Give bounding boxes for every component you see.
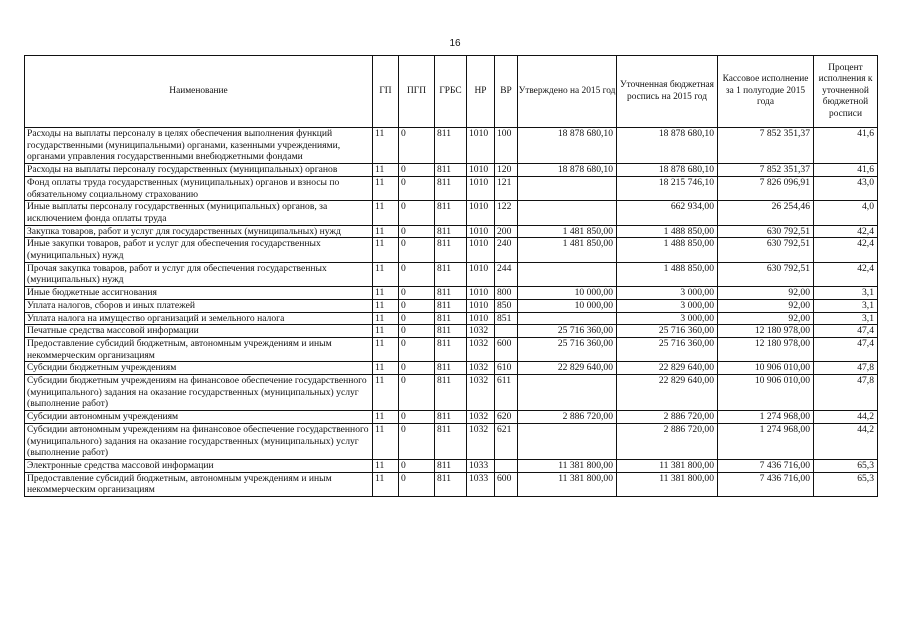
cell-grbs: 811: [435, 262, 467, 286]
header-refined: Уточненная бюджетная роспись на 2015 год: [617, 56, 718, 128]
cell-name: Расходы на выплаты персоналу государственных (муниципальных) органов: [25, 164, 373, 177]
cell-grbs: 811: [435, 423, 467, 459]
table-row: [25, 362, 878, 375]
cell-np: 1010: [467, 238, 495, 262]
table-row: [25, 312, 878, 325]
cell-cash: 92,00: [718, 312, 814, 325]
table-row: [25, 225, 878, 238]
cell-np: 1010: [467, 176, 495, 200]
table-row: [25, 423, 878, 459]
header-gp: ГП: [373, 56, 399, 128]
cell-ppgp: 0: [399, 337, 435, 361]
cell-gp: 11: [373, 362, 399, 375]
cell-cash: 92,00: [718, 287, 814, 300]
cell-ppgp: 0: [399, 176, 435, 200]
cell-approved: 25 716 360,00: [518, 337, 617, 361]
cell-percent: 65,3: [814, 459, 878, 472]
cell-approved: 22 829 640,00: [518, 362, 617, 375]
cell-name: Иные бюджетные ассигнования: [25, 287, 373, 300]
cell-percent: 42,4: [814, 238, 878, 262]
table-row: [25, 176, 878, 200]
cell-vr: 850: [495, 299, 518, 312]
cell-gp: 11: [373, 164, 399, 177]
cell-cash: 1 274 968,00: [718, 423, 814, 459]
cell-ppgp: 0: [399, 325, 435, 338]
table-row: [25, 325, 878, 338]
cell-approved: 1 481 850,00: [518, 238, 617, 262]
cell-approved: [518, 375, 617, 411]
header-percent: Процент исполнения к уточненной бюджетной росписи: [814, 56, 878, 128]
cell-refined: 22 829 640,00: [617, 362, 718, 375]
cell-vr: 244: [495, 262, 518, 286]
page-number: 16: [449, 38, 461, 49]
cell-percent: 47,4: [814, 325, 878, 338]
cell-grbs: 811: [435, 164, 467, 177]
cell-gp: 11: [373, 201, 399, 225]
cell-cash: 26 254,46: [718, 201, 814, 225]
table-row: [25, 337, 878, 361]
cell-approved: 11 381 800,00: [518, 472, 617, 496]
cell-approved: 2 886 720,00: [518, 411, 617, 424]
cell-approved: [518, 201, 617, 225]
cell-percent: 42,4: [814, 262, 878, 286]
cell-percent: 3,1: [814, 287, 878, 300]
cell-ppgp: 0: [399, 128, 435, 164]
cell-ppgp: 0: [399, 238, 435, 262]
cell-name: Субсидии автономным учреждениям: [25, 411, 373, 424]
cell-vr: 122: [495, 201, 518, 225]
table-row: [25, 128, 878, 164]
header-ppgp: ПГП: [399, 56, 435, 128]
header-grbs: ГРБС: [435, 56, 467, 128]
cell-approved: 25 716 360,00: [518, 325, 617, 338]
cell-refined: 1 488 850,00: [617, 262, 718, 286]
cell-ppgp: 0: [399, 459, 435, 472]
cell-cash: 630 792,51: [718, 225, 814, 238]
cell-grbs: 811: [435, 375, 467, 411]
cell-refined: 3 000,00: [617, 312, 718, 325]
header-cash: Кассовое исполнение за 1 полугодие 2015 года: [718, 56, 814, 128]
cell-refined: 22 829 640,00: [617, 375, 718, 411]
cell-percent: 43,0: [814, 176, 878, 200]
cell-np: 1032: [467, 423, 495, 459]
cell-name: Расходы на выплаты персоналу в целях обеспечения выполнения функций государственными (муниципальными) органами, казенными учреждениями, органами управления государственными внебюджетными фондами: [25, 128, 373, 164]
table-row: [25, 472, 878, 496]
cell-ppgp: 0: [399, 164, 435, 177]
cell-grbs: 811: [435, 128, 467, 164]
cell-name: Прочая закупка товаров, работ и услуг для обеспечения государственных (муниципальных) нужд: [25, 262, 373, 286]
cell-cash: 1 274 968,00: [718, 411, 814, 424]
cell-np: 1032: [467, 325, 495, 338]
cell-approved: 18 878 680,10: [518, 128, 617, 164]
cell-cash: 10 906 010,00: [718, 362, 814, 375]
cell-vr: [495, 459, 518, 472]
cell-grbs: 811: [435, 176, 467, 200]
cell-approved: 1 481 850,00: [518, 225, 617, 238]
cell-vr: 121: [495, 176, 518, 200]
table-row: [25, 459, 878, 472]
cell-approved: 11 381 800,00: [518, 459, 617, 472]
cell-approved: [518, 423, 617, 459]
cell-vr: 600: [495, 337, 518, 361]
cell-vr: 621: [495, 423, 518, 459]
cell-ppgp: 0: [399, 287, 435, 300]
cell-refined: 25 716 360,00: [617, 337, 718, 361]
cell-grbs: 811: [435, 411, 467, 424]
cell-vr: 100: [495, 128, 518, 164]
cell-grbs: 811: [435, 312, 467, 325]
cell-ppgp: 0: [399, 423, 435, 459]
cell-grbs: 811: [435, 362, 467, 375]
cell-gp: 11: [373, 459, 399, 472]
cell-gp: 11: [373, 176, 399, 200]
cell-np: 1010: [467, 128, 495, 164]
header-approved: Утверждено на 2015 год: [518, 56, 617, 128]
cell-gp: 11: [373, 238, 399, 262]
cell-ppgp: 0: [399, 472, 435, 496]
cell-cash: 7 852 351,37: [718, 164, 814, 177]
cell-name: Иные закупки товаров, работ и услуг для обеспечения государственных (муниципальных) нужд: [25, 238, 373, 262]
cell-vr: 600: [495, 472, 518, 496]
cell-percent: 44,2: [814, 411, 878, 424]
cell-percent: 65,3: [814, 472, 878, 496]
cell-refined: 1 488 850,00: [617, 225, 718, 238]
cell-gp: 11: [373, 225, 399, 238]
cell-vr: 800: [495, 287, 518, 300]
cell-np: 1010: [467, 312, 495, 325]
cell-percent: 42,4: [814, 225, 878, 238]
cell-np: 1010: [467, 164, 495, 177]
cell-refined: 18 878 680,10: [617, 164, 718, 177]
cell-percent: 47,8: [814, 362, 878, 375]
cell-refined: 3 000,00: [617, 299, 718, 312]
cell-name: Уплата налога на имущество организаций и земельного налога: [25, 312, 373, 325]
cell-percent: 4,0: [814, 201, 878, 225]
header-name: Наименование: [25, 56, 373, 128]
cell-ppgp: 0: [399, 362, 435, 375]
cell-ppgp: 0: [399, 299, 435, 312]
cell-percent: 47,4: [814, 337, 878, 361]
cell-percent: 3,1: [814, 312, 878, 325]
cell-gp: 11: [373, 128, 399, 164]
cell-np: 1010: [467, 201, 495, 225]
cell-gp: 11: [373, 375, 399, 411]
cell-name: Субсидии бюджетным учреждениям: [25, 362, 373, 375]
cell-gp: 11: [373, 411, 399, 424]
cell-grbs: 811: [435, 472, 467, 496]
cell-ppgp: 0: [399, 411, 435, 424]
cell-name: Предоставление субсидий бюджетным, автономным учреждениям и иным некоммерческим организациям: [25, 337, 373, 361]
cell-vr: 240: [495, 238, 518, 262]
header-np: НР: [467, 56, 495, 128]
cell-name: Закупка товаров, работ и услуг для государственных (муниципальных) нужд: [25, 225, 373, 238]
cell-np: 1032: [467, 337, 495, 361]
cell-percent: 41,6: [814, 128, 878, 164]
table-row: [25, 375, 878, 411]
cell-refined: 1 488 850,00: [617, 238, 718, 262]
cell-percent: 44,2: [814, 423, 878, 459]
cell-cash: 7 436 716,00: [718, 472, 814, 496]
cell-name: Предоставление субсидий бюджетным, автономным учреждениям и иным некоммерческим организациям: [25, 472, 373, 496]
cell-grbs: 811: [435, 459, 467, 472]
cell-cash: 630 792,51: [718, 262, 814, 286]
table-row: [25, 262, 878, 286]
cell-vr: 610: [495, 362, 518, 375]
cell-gp: 11: [373, 262, 399, 286]
cell-gp: 11: [373, 287, 399, 300]
cell-gp: 11: [373, 472, 399, 496]
cell-name: Субсидии бюджетным учреждениям на финансовое обеспечение государственного (муниципального) задания на оказание государственных (муниципальных) услуг (выполнение работ): [25, 375, 373, 411]
cell-approved: 10 000,00: [518, 287, 617, 300]
cell-refined: 2 886 720,00: [617, 411, 718, 424]
cell-cash: 630 792,51: [718, 238, 814, 262]
cell-grbs: 811: [435, 225, 467, 238]
table-row: [25, 287, 878, 300]
cell-refined: 11 381 800,00: [617, 472, 718, 496]
cell-cash: 12 180 978,00: [718, 325, 814, 338]
table-row: [25, 164, 878, 177]
table-header-row: [25, 56, 878, 128]
cell-gp: 11: [373, 337, 399, 361]
table-row: [25, 411, 878, 424]
cell-np: 1032: [467, 362, 495, 375]
cell-percent: 47,8: [814, 375, 878, 411]
cell-cash: 7 852 351,37: [718, 128, 814, 164]
cell-ppgp: 0: [399, 262, 435, 286]
table-row: [25, 299, 878, 312]
cell-approved: [518, 262, 617, 286]
cell-grbs: 811: [435, 325, 467, 338]
cell-ppgp: 0: [399, 375, 435, 411]
cell-grbs: 811: [435, 201, 467, 225]
cell-cash: 92,00: [718, 299, 814, 312]
cell-cash: 7 436 716,00: [718, 459, 814, 472]
cell-np: 1010: [467, 287, 495, 300]
cell-np: 1032: [467, 411, 495, 424]
cell-name: Иные выплаты персоналу государственных (муниципальных) органов, за исключением фонда оплаты труда: [25, 201, 373, 225]
cell-cash: 10 906 010,00: [718, 375, 814, 411]
cell-np: 1033: [467, 472, 495, 496]
cell-ppgp: 0: [399, 312, 435, 325]
cell-np: 1033: [467, 459, 495, 472]
cell-gp: 11: [373, 312, 399, 325]
cell-gp: 11: [373, 325, 399, 338]
header-vr: ВР: [495, 56, 518, 128]
cell-np: 1010: [467, 225, 495, 238]
cell-refined: 3 000,00: [617, 287, 718, 300]
cell-ppgp: 0: [399, 201, 435, 225]
cell-grbs: 811: [435, 337, 467, 361]
cell-gp: 11: [373, 299, 399, 312]
cell-refined: 18 878 680,10: [617, 128, 718, 164]
cell-vr: 851: [495, 312, 518, 325]
cell-ppgp: 0: [399, 225, 435, 238]
cell-vr: 120: [495, 164, 518, 177]
budget-table: [24, 55, 878, 497]
cell-refined: 662 934,00: [617, 201, 718, 225]
cell-percent: 41,6: [814, 164, 878, 177]
cell-approved: [518, 312, 617, 325]
cell-name: Уплата налогов, сборов и иных платежей: [25, 299, 373, 312]
cell-approved: 10 000,00: [518, 299, 617, 312]
cell-vr: 611: [495, 375, 518, 411]
cell-refined: 18 215 746,10: [617, 176, 718, 200]
cell-cash: 7 826 096,91: [718, 176, 814, 200]
cell-name: Фонд оплаты труда государственных (муниципальных) органов и взносы по обязательному социальному страхованию: [25, 176, 373, 200]
cell-name: Субсидии автономным учреждениям на финансовое обеспечение государственного (муниципального) задания на оказание государственных (муниципальных) услуг (выполнение работ): [25, 423, 373, 459]
cell-np: 1010: [467, 262, 495, 286]
cell-percent: 3,1: [814, 299, 878, 312]
cell-approved: [518, 176, 617, 200]
cell-np: 1010: [467, 299, 495, 312]
cell-refined: 25 716 360,00: [617, 325, 718, 338]
cell-refined: 2 886 720,00: [617, 423, 718, 459]
cell-cash: 12 180 978,00: [718, 337, 814, 361]
cell-name: Печатные средства массовой информации: [25, 325, 373, 338]
table-row: [25, 238, 878, 262]
cell-vr: 200: [495, 225, 518, 238]
cell-refined: 11 381 800,00: [617, 459, 718, 472]
cell-grbs: 811: [435, 287, 467, 300]
cell-approved: 18 878 680,10: [518, 164, 617, 177]
cell-grbs: 811: [435, 238, 467, 262]
cell-grbs: 811: [435, 299, 467, 312]
cell-vr: [495, 325, 518, 338]
table-row: [25, 201, 878, 225]
cell-name: Электронные средства массовой информации: [25, 459, 373, 472]
cell-gp: 11: [373, 423, 399, 459]
cell-vr: 620: [495, 411, 518, 424]
cell-np: 1032: [467, 375, 495, 411]
